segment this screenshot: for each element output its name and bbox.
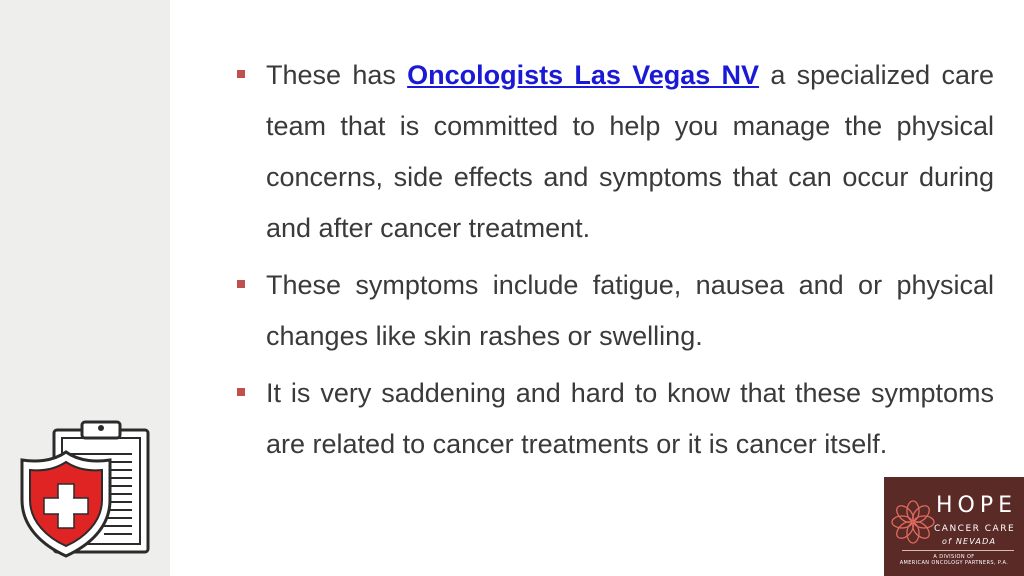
- logo-division-line: AMERICAN ONCOLOGY PARTNERS, P.A.: [899, 560, 1009, 566]
- logo-name: HOPE: [936, 493, 1018, 518]
- logo-location: of NEVADA: [942, 537, 997, 546]
- logo-subtitle: CANCER CARE: [934, 524, 1016, 534]
- bullet-text: a specialized care team that is committed to help you manage the physical concerns, side effects and symptoms that can occur during and after cancer treatment.: [266, 60, 994, 243]
- bullet-item: [234, 50, 994, 254]
- logo-divider: [902, 550, 1014, 551]
- side-panel: [0, 0, 170, 576]
- bullet-marker-icon: [237, 280, 245, 288]
- flower-logo-icon: [890, 499, 936, 545]
- logo-division-line: A DIVISION OF: [933, 554, 975, 560]
- bullet-item: [234, 368, 994, 470]
- bullet-text: It is very saddening and hard to know that these symptoms are related to cancer treatments or it is cancer itself.: [266, 378, 994, 459]
- hope-cancer-care-logo: [884, 477, 1024, 576]
- bullet-item: [234, 260, 994, 362]
- bullet-text: These symptoms include fatigue, nausea and or physical changes like skin rashes or swelling.: [266, 270, 994, 351]
- bullet-marker-icon: [237, 388, 245, 396]
- clipboard-shield-icon: [18, 420, 158, 560]
- bullet-list: [234, 50, 994, 476]
- bullet-text: These has: [266, 60, 408, 90]
- oncologists-link[interactable]: Oncologists Las Vegas NV: [407, 60, 760, 90]
- logo-division-text: [884, 554, 1024, 566]
- bullet-marker-icon: [237, 70, 245, 78]
